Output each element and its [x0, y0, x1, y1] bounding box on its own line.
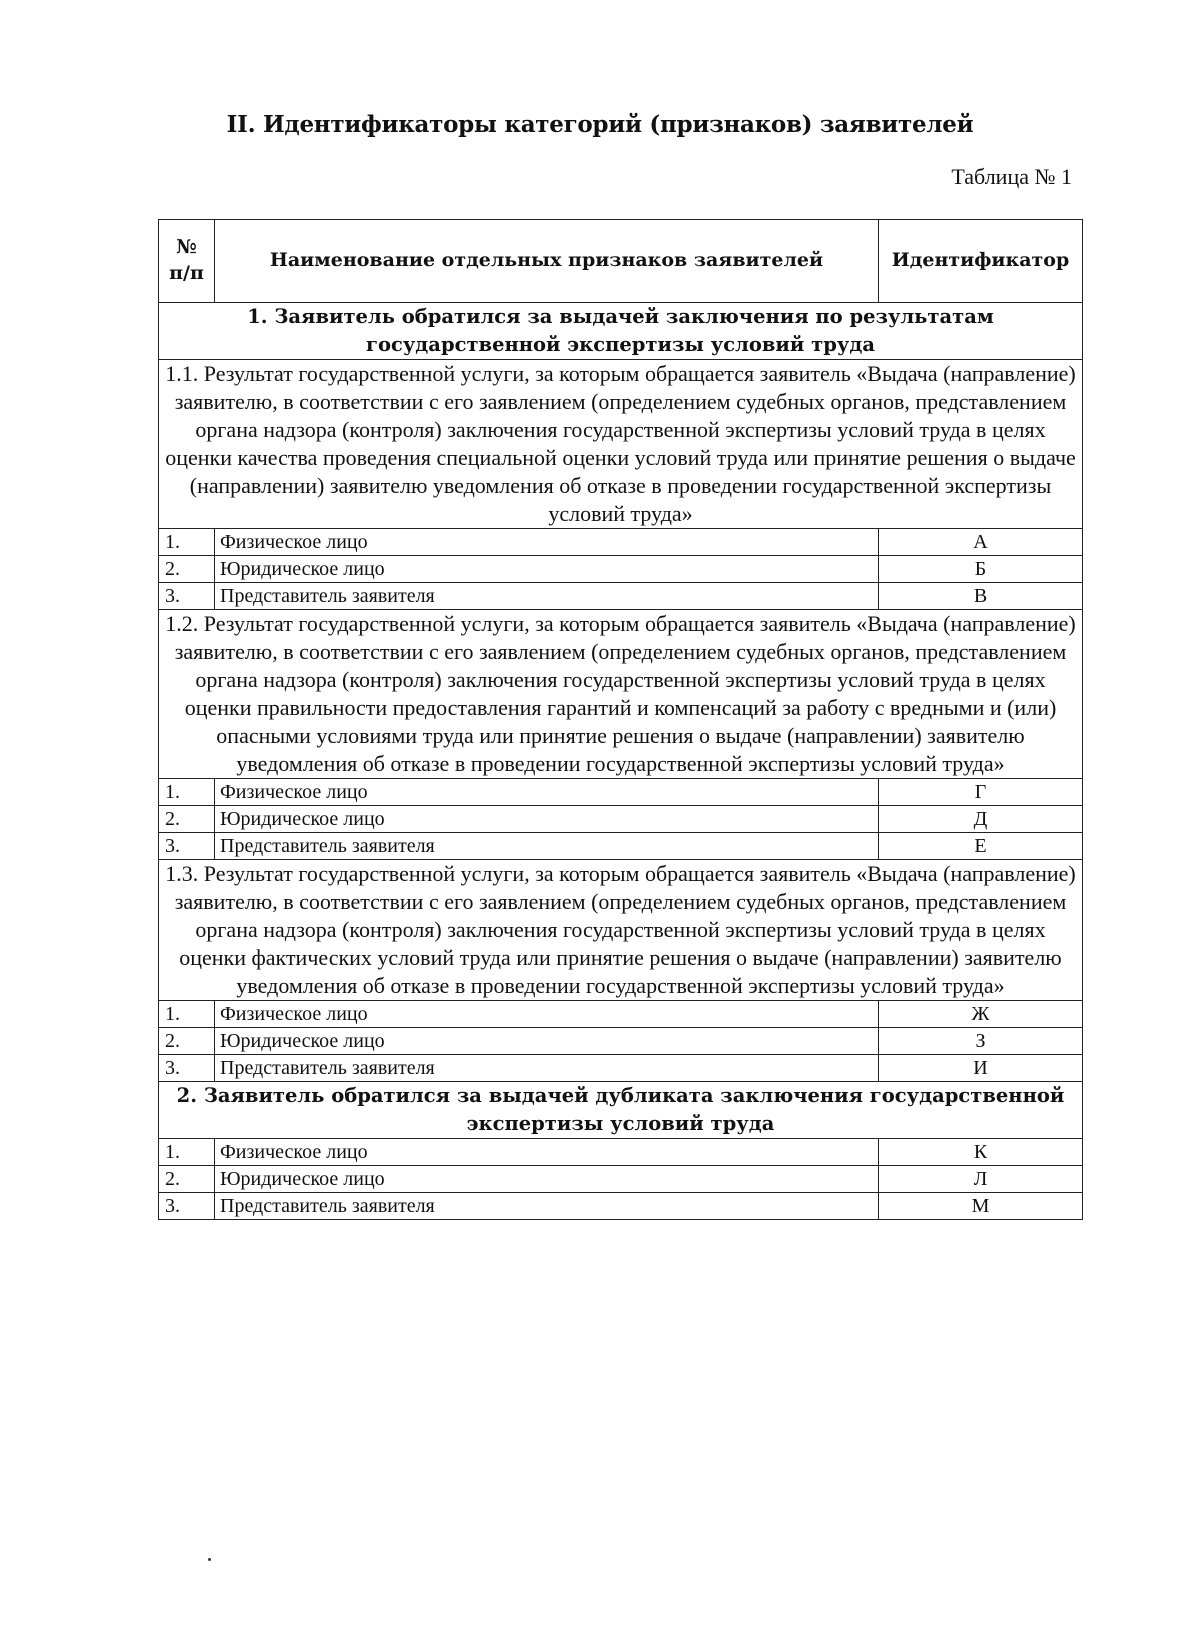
section-title: 2. Заявитель обратился за выдачей дубликата заключения государственной экспертизы условий труда — [159, 1082, 1083, 1139]
row-name: Представитель заявителя — [215, 833, 879, 860]
subsection-text: 1.3. Результат государственной услуги, за которым обращается заявитель «Выдача (направление) заявителю, в соответствии с его заявлением (определением судебных органов, представлением органа надзора (контроля) заключения государственной экспертизы условий труда в целях оценки фактических условий труда или принятие решения о выдаче (направлении) заявителю уведомления об отказе в проведении государственной экспертизы условий труда» — [159, 860, 1083, 1001]
row-name: Юридическое лицо — [215, 556, 879, 583]
row-name: Юридическое лицо — [215, 1166, 879, 1193]
row-number: 2. — [159, 556, 215, 583]
table-row — [159, 1166, 1083, 1193]
row-number: 3. — [159, 833, 215, 860]
header-number: № п/п — [159, 220, 215, 303]
row-number: 2. — [159, 1028, 215, 1055]
table-number: Таблица № 1 — [951, 164, 1072, 189]
row-name: Физическое лицо — [215, 779, 879, 806]
subsection-row — [159, 610, 1083, 779]
header-name: Наименование отдельных признаков заявителей — [215, 220, 879, 303]
table-row — [159, 1193, 1083, 1220]
row-name: Представитель заявителя — [215, 1055, 879, 1082]
subsection-row — [159, 860, 1083, 1001]
table-row — [159, 833, 1083, 860]
scan-speck — [208, 1558, 211, 1561]
row-number: 3. — [159, 1193, 215, 1220]
table-header-row — [159, 220, 1083, 303]
subsection-text: 1.1. Результат государственной услуги, за которым обращается заявитель «Выдача (направление) заявителю, в соответствии с его заявлением (определением судебных органов, представлением органа надзора (контроля) заключения государственной экспертизы условий труда в целях оценки качества проведения специальной оценки условий труда или принятие решения о выдаче (направлении) заявителю уведомления об отказе в проведении государственной экспертизы условий труда» — [159, 360, 1083, 529]
row-identifier: Г — [879, 779, 1083, 806]
table-row — [159, 556, 1083, 583]
row-name: Физическое лицо — [215, 529, 879, 556]
row-name: Представитель заявителя — [215, 1193, 879, 1220]
row-identifier: К — [879, 1139, 1083, 1166]
table-row — [159, 1028, 1083, 1055]
row-identifier: М — [879, 1193, 1083, 1220]
table-row — [159, 806, 1083, 833]
row-name: Юридическое лицо — [215, 1028, 879, 1055]
row-identifier: Б — [879, 556, 1083, 583]
row-identifier: А — [879, 529, 1083, 556]
table-row — [159, 1139, 1083, 1166]
row-identifier: В — [879, 583, 1083, 610]
row-number: 3. — [159, 1055, 215, 1082]
subsection-text: 1.2. Результат государственной услуги, за которым обращается заявитель «Выдача (направление) заявителю, в соответствии с его заявлением (определением судебных органов, представлением органа надзора (контроля) заключения государственной экспертизы условий труда в целях оценки правильности предоставления гарантий и компенсаций за работу с вредными и (или) опасными условиями труда или принятие решения о выдаче (направлении) заявителю уведомления об отказе в проведении государственной экспертизы условий труда» — [159, 610, 1083, 779]
row-number: 1. — [159, 779, 215, 806]
row-name: Физическое лицо — [215, 1001, 879, 1028]
row-number: 1. — [159, 529, 215, 556]
row-number: 2. — [159, 1166, 215, 1193]
table-row — [159, 529, 1083, 556]
row-identifier: И — [879, 1055, 1083, 1082]
row-identifier: Л — [879, 1166, 1083, 1193]
row-number: 1. — [159, 1139, 215, 1166]
table-row — [159, 1001, 1083, 1028]
row-identifier: З — [879, 1028, 1083, 1055]
subsection-row — [159, 360, 1083, 529]
table-row — [159, 779, 1083, 806]
table-row — [159, 1055, 1083, 1082]
row-identifier: Д — [879, 806, 1083, 833]
row-identifier: Е — [879, 833, 1083, 860]
row-identifier: Ж — [879, 1001, 1083, 1028]
table-row — [159, 583, 1083, 610]
header-identifier: Идентификатор — [879, 220, 1083, 303]
applicant-categories-table — [158, 219, 1083, 1220]
row-number: 1. — [159, 1001, 215, 1028]
row-name: Представитель заявителя — [215, 583, 879, 610]
row-number: 2. — [159, 806, 215, 833]
section-row — [159, 1082, 1083, 1139]
section-title: 1. Заявитель обратился за выдачей заключения по результатам государственной экспертизы условий труда — [159, 303, 1083, 360]
document-title: II. Идентификаторы категорий (признаков) заявителей — [226, 111, 974, 138]
row-name: Физическое лицо — [215, 1139, 879, 1166]
section-row — [159, 303, 1083, 360]
row-number: 3. — [159, 583, 215, 610]
row-name: Юридическое лицо — [215, 806, 879, 833]
